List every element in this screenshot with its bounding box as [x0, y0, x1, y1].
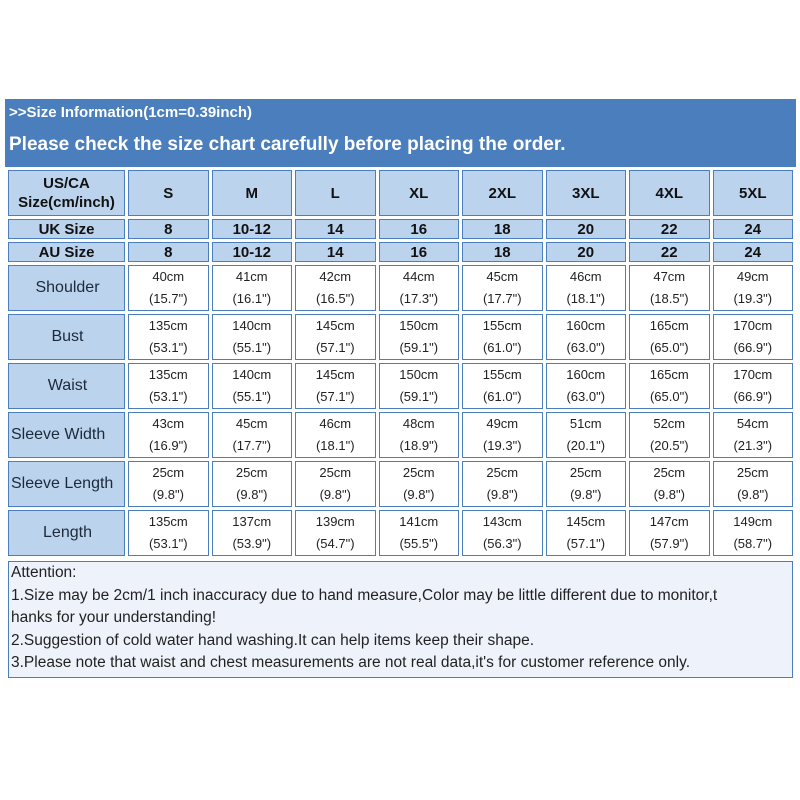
cm-value: 135cm	[148, 514, 188, 529]
cm-value: 155cm	[482, 367, 522, 382]
inch-value: (53.1")	[148, 340, 188, 355]
inch-value: (9.8")	[403, 487, 435, 502]
measurement-cell	[295, 412, 376, 458]
inch-value: (16.1")	[232, 291, 272, 306]
uk-size-value: 14	[295, 219, 376, 239]
cm-value: 165cm	[649, 318, 689, 333]
measurement-row	[8, 363, 793, 409]
cm-value: 149cm	[733, 514, 773, 529]
cm-value: 51cm	[569, 416, 602, 431]
inch-value: (9.8")	[236, 487, 268, 502]
measurement-cell	[128, 461, 209, 507]
corner-line-2: Size(cm/inch)	[18, 194, 115, 211]
measurement-cell	[462, 314, 543, 360]
cm-value: 41cm	[235, 269, 268, 284]
inch-value: (65.0")	[649, 389, 689, 404]
cm-value: 25cm	[319, 465, 352, 480]
uk-size-value: 22	[629, 219, 710, 239]
inch-value: (55.1")	[232, 340, 272, 355]
inch-value: (59.1")	[399, 389, 439, 404]
inch-value: (18.9")	[399, 438, 439, 453]
measurement-cell	[546, 412, 627, 458]
measurement-cell	[462, 363, 543, 409]
cm-value: 25cm	[569, 465, 602, 480]
cm-value: 47cm	[653, 269, 686, 284]
cm-value: 45cm	[235, 416, 268, 431]
measurement-cell	[128, 265, 209, 311]
corner-header	[8, 170, 125, 216]
measurement-cell	[546, 510, 627, 556]
measurement-cell	[212, 265, 293, 311]
inch-value: (63.0")	[566, 340, 606, 355]
row-label: Sleeve Length	[8, 461, 125, 507]
inch-value: (54.7")	[315, 536, 355, 551]
inch-value: (58.7")	[733, 536, 773, 551]
uk-size-row	[8, 219, 793, 239]
inch-value: (9.8")	[653, 487, 685, 502]
measurement-cell	[713, 314, 794, 360]
au-size-value: 22	[629, 242, 710, 262]
cm-value: 145cm	[315, 367, 355, 382]
measurement-cell	[629, 265, 710, 311]
inch-value: (9.8")	[737, 487, 769, 502]
cm-value: 141cm	[399, 514, 439, 529]
inch-value: (53.1")	[148, 536, 188, 551]
cm-value: 52cm	[653, 416, 686, 431]
cm-value: 46cm	[569, 269, 602, 284]
inch-value: (61.0")	[482, 340, 522, 355]
inch-value: (18.5")	[649, 291, 689, 306]
banner	[5, 99, 796, 167]
uk-size-value: 20	[546, 219, 627, 239]
inch-value: (53.1")	[148, 389, 188, 404]
measurement-cell	[462, 510, 543, 556]
inch-value: (57.1")	[315, 389, 355, 404]
attention-notes	[8, 561, 793, 678]
banner-subtitle: >>Size Information(1cm=0.39inch)	[9, 104, 252, 121]
inch-value: (53.9")	[232, 536, 272, 551]
cm-value: 42cm	[319, 269, 352, 284]
cm-value: 150cm	[399, 367, 439, 382]
table-header-row	[8, 170, 793, 216]
inch-value: (19.3")	[482, 438, 522, 453]
cm-value: 170cm	[733, 367, 773, 382]
inch-value: (17.7")	[482, 291, 522, 306]
au-size-value: 20	[546, 242, 627, 262]
cm-value: 43cm	[152, 416, 185, 431]
measurement-cell	[379, 363, 460, 409]
inch-value: (19.3")	[733, 291, 773, 306]
measurement-cell	[462, 412, 543, 458]
measurement-cell	[295, 363, 376, 409]
measurement-cell	[379, 510, 460, 556]
measurement-cell	[128, 363, 209, 409]
inch-value: (9.8")	[319, 487, 351, 502]
cm-value: 49cm	[736, 269, 769, 284]
cm-value: 54cm	[736, 416, 769, 431]
uk-size-value: 10-12	[212, 219, 293, 239]
inch-value: (18.1")	[566, 291, 606, 306]
uk-size-label: UK Size	[8, 219, 125, 239]
uk-size-value: 8	[128, 219, 209, 239]
inch-value: (63.0")	[566, 389, 606, 404]
cm-value: 25cm	[235, 465, 268, 480]
size-header: M	[212, 170, 293, 216]
size-header: 5XL	[713, 170, 794, 216]
measurement-cell	[546, 265, 627, 311]
measurement-cell	[379, 265, 460, 311]
inch-value: (17.7")	[232, 438, 272, 453]
measurement-cell	[379, 461, 460, 507]
inch-value: (59.1")	[399, 340, 439, 355]
measurement-cell	[462, 265, 543, 311]
uk-size-value: 16	[379, 219, 460, 239]
cm-value: 25cm	[736, 465, 769, 480]
corner-line-1: US/CA	[43, 175, 90, 192]
measurement-cell	[462, 461, 543, 507]
inch-value: (16.5")	[315, 291, 355, 306]
inch-value: (20.5")	[649, 438, 689, 453]
cm-value: 143cm	[482, 514, 522, 529]
row-label: Bust	[8, 314, 125, 360]
measurement-cell	[629, 314, 710, 360]
au-size-label: AU Size	[8, 242, 125, 262]
measurement-cell	[546, 461, 627, 507]
measurement-cell	[212, 363, 293, 409]
cm-value: 25cm	[486, 465, 519, 480]
measurement-cell	[295, 314, 376, 360]
inch-value: (9.8")	[570, 487, 602, 502]
note-line: 1.Size may be 2cm/1 inch inaccuracy due to hand measure,Color may be little different due to monitor,t	[11, 586, 718, 604]
measurement-row	[8, 461, 793, 507]
cm-value: 25cm	[152, 465, 185, 480]
inch-value: (17.3")	[399, 291, 439, 306]
measurement-cell	[546, 363, 627, 409]
inch-value: (65.0")	[649, 340, 689, 355]
cm-value: 45cm	[486, 269, 519, 284]
size-header: S	[128, 170, 209, 216]
inch-value: (57.9")	[649, 536, 689, 551]
measurement-cell	[212, 314, 293, 360]
measurement-cell	[713, 363, 794, 409]
measurement-cell	[212, 510, 293, 556]
measurement-cell	[379, 314, 460, 360]
cm-value: 44cm	[402, 269, 435, 284]
measurement-cell	[629, 510, 710, 556]
measurement-cell	[379, 412, 460, 458]
note-line: hanks for your understanding!	[11, 609, 217, 626]
cm-value: 160cm	[566, 367, 606, 382]
inch-value: (21.3")	[733, 438, 773, 453]
inch-value: (9.8")	[486, 487, 518, 502]
row-label: Shoulder	[8, 265, 125, 311]
measurement-cell	[713, 265, 794, 311]
cm-value: 160cm	[566, 318, 606, 333]
cm-value: 137cm	[232, 514, 272, 529]
note-line: 2.Suggestion of cold water hand washing.It can help items keep their shape.	[11, 631, 535, 649]
cm-value: 25cm	[653, 465, 686, 480]
measurement-cell	[212, 461, 293, 507]
cm-value: 147cm	[649, 514, 689, 529]
inch-value: (61.0")	[482, 389, 522, 404]
au-size-value: 18	[462, 242, 543, 262]
measurement-cell	[295, 265, 376, 311]
row-label: Sleeve Width	[8, 412, 125, 458]
cm-value: 155cm	[482, 318, 522, 333]
uk-size-value: 24	[713, 219, 794, 239]
cm-value: 135cm	[148, 367, 188, 382]
inch-value: (20.1")	[566, 438, 606, 453]
au-size-value: 8	[128, 242, 209, 262]
measurement-row	[8, 265, 793, 311]
au-size-value: 24	[713, 242, 794, 262]
cm-value: 49cm	[486, 416, 519, 431]
measurement-cell	[629, 412, 710, 458]
cm-value: 170cm	[733, 318, 773, 333]
cm-value: 140cm	[232, 367, 272, 382]
size-header: 2XL	[462, 170, 543, 216]
inch-value: (55.5")	[399, 536, 439, 551]
uk-size-value: 18	[462, 219, 543, 239]
inch-value: (57.1")	[315, 340, 355, 355]
inch-value: (55.1")	[232, 389, 272, 404]
size-table	[5, 167, 796, 559]
size-header: 4XL	[629, 170, 710, 216]
cm-value: 150cm	[399, 318, 439, 333]
cm-value: 135cm	[148, 318, 188, 333]
row-label: Waist	[8, 363, 125, 409]
size-chart	[5, 99, 796, 678]
cm-value: 139cm	[315, 514, 355, 529]
measurement-row	[8, 412, 793, 458]
measurement-cell	[629, 363, 710, 409]
measurement-cell	[546, 314, 627, 360]
measurement-row	[8, 510, 793, 556]
cm-value: 145cm	[315, 318, 355, 333]
measurement-cell	[295, 461, 376, 507]
au-size-value: 14	[295, 242, 376, 262]
inch-value: (56.3")	[482, 536, 522, 551]
banner-headline: Please check the size chart carefully before placing the order.	[9, 134, 566, 155]
measurement-cell	[128, 412, 209, 458]
size-header: 3XL	[546, 170, 627, 216]
measurement-cell	[295, 510, 376, 556]
au-size-value: 10-12	[212, 242, 293, 262]
row-label: Length	[8, 510, 125, 556]
measurement-cell	[629, 461, 710, 507]
cm-value: 25cm	[402, 465, 435, 480]
cm-value: 48cm	[402, 416, 435, 431]
cm-value: 46cm	[319, 416, 352, 431]
au-size-value: 16	[379, 242, 460, 262]
measurement-cell	[713, 461, 794, 507]
measurement-row	[8, 314, 793, 360]
inch-value: (66.9")	[733, 389, 773, 404]
inch-value: (18.1")	[315, 438, 355, 453]
note-line: 3.Please note that waist and chest measurements are not real data,it's for customer reference only.	[11, 654, 690, 671]
inch-value: (16.9")	[148, 438, 188, 453]
inch-value: (15.7")	[148, 291, 188, 306]
measurement-cell	[128, 314, 209, 360]
size-header: XL	[379, 170, 460, 216]
au-size-row	[8, 242, 793, 262]
inch-value: (9.8")	[152, 487, 184, 502]
inch-value: (57.1")	[566, 536, 606, 551]
measurement-cell	[212, 412, 293, 458]
measurement-cell	[713, 510, 794, 556]
measurement-cell	[128, 510, 209, 556]
cm-value: 40cm	[152, 269, 185, 284]
cm-value: 165cm	[649, 367, 689, 382]
cm-value: 140cm	[232, 318, 272, 333]
inch-value: (66.9")	[733, 340, 773, 355]
cm-value: 145cm	[566, 514, 606, 529]
size-header: L	[295, 170, 376, 216]
notes-title: Attention:	[11, 564, 77, 581]
measurement-cell	[713, 412, 794, 458]
